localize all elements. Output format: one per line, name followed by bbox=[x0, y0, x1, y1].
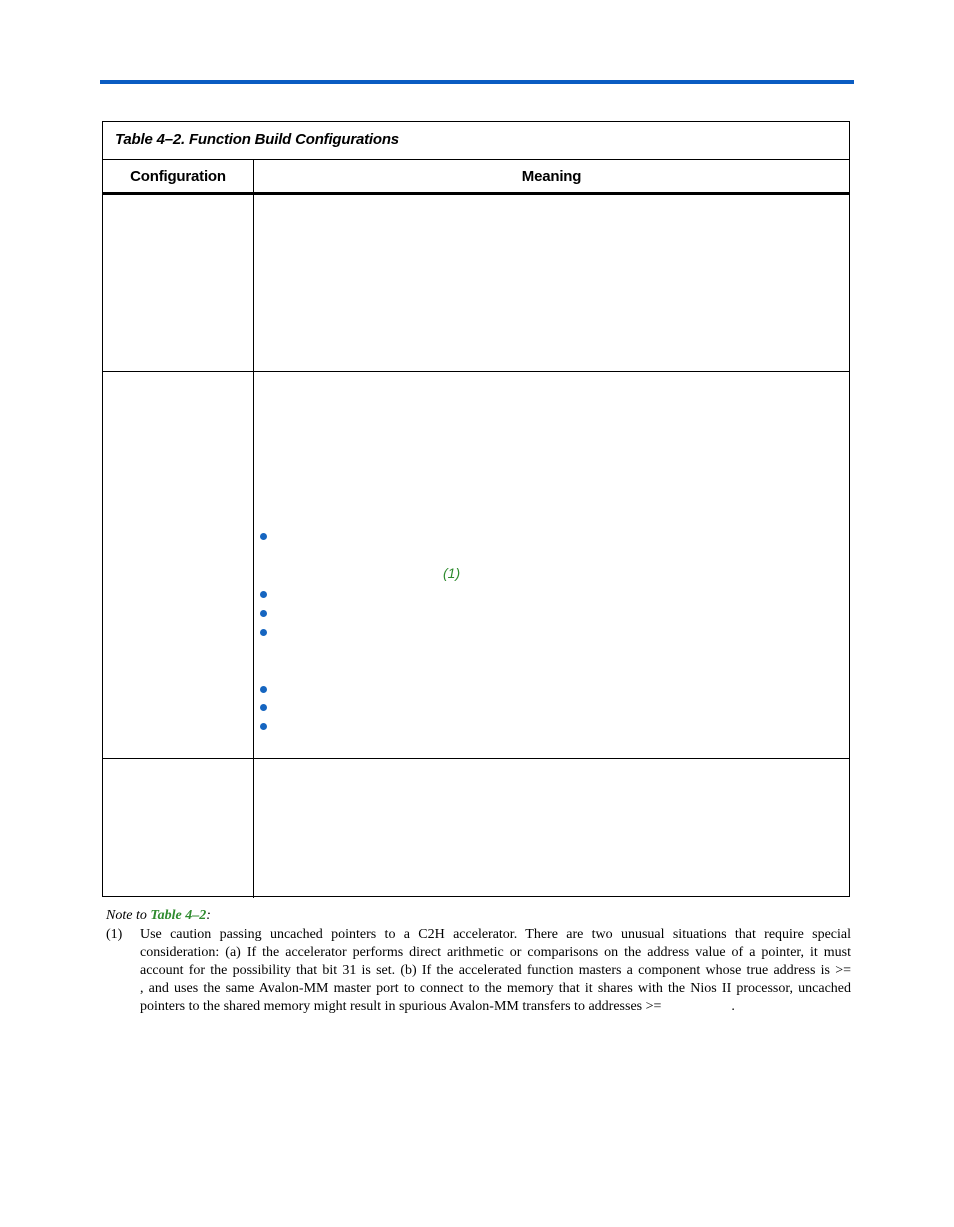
table-header-row bbox=[103, 160, 849, 195]
row-separator bbox=[103, 758, 849, 759]
list-bullet bbox=[260, 686, 267, 693]
notes-heading-suffix: : bbox=[206, 908, 211, 923]
column-divider bbox=[253, 160, 254, 898]
list-bullet bbox=[260, 629, 267, 636]
note-number: (1) bbox=[106, 927, 123, 942]
column-header-meaning: Meaning bbox=[521, 168, 582, 185]
note-item bbox=[106, 926, 921, 1016]
table-caption: Table 4–2. Function Build Configurations bbox=[103, 122, 849, 160]
list-bullet bbox=[260, 533, 267, 540]
note-text: Use caution passing uncached pointers to a C2H accelerator. There are two unusual situations that require special consideration: (a) If the accelerator performs direct arithmetic or comparisons on the address value of a pointer, it must account for the possibility that bit 31 is set. (b) If the accelerated function masters a component whose true address is >= , and uses the same Avalon-MM master port to connect to the memory that it shares with the Nios II processor, uncached pointers to the shared memory might result in spurious Avalon-MM transfers to addresses >= . bbox=[140, 927, 921, 1014]
table-notes bbox=[106, 907, 921, 1016]
notes-table-link[interactable]: Table 4–2 bbox=[150, 908, 207, 923]
header-rule bbox=[100, 80, 854, 84]
row-separator bbox=[103, 371, 849, 372]
column-header-configuration: Configuration bbox=[130, 168, 226, 185]
list-bullet bbox=[260, 610, 267, 617]
list-bullet bbox=[260, 723, 267, 730]
notes-heading bbox=[106, 907, 851, 925]
list-bullet bbox=[260, 591, 267, 598]
notes-heading-prefix: Note to bbox=[106, 908, 151, 923]
note-reference-link[interactable]: (1) bbox=[443, 565, 461, 581]
list-bullet bbox=[260, 704, 267, 711]
function-build-configurations-table bbox=[102, 121, 850, 897]
